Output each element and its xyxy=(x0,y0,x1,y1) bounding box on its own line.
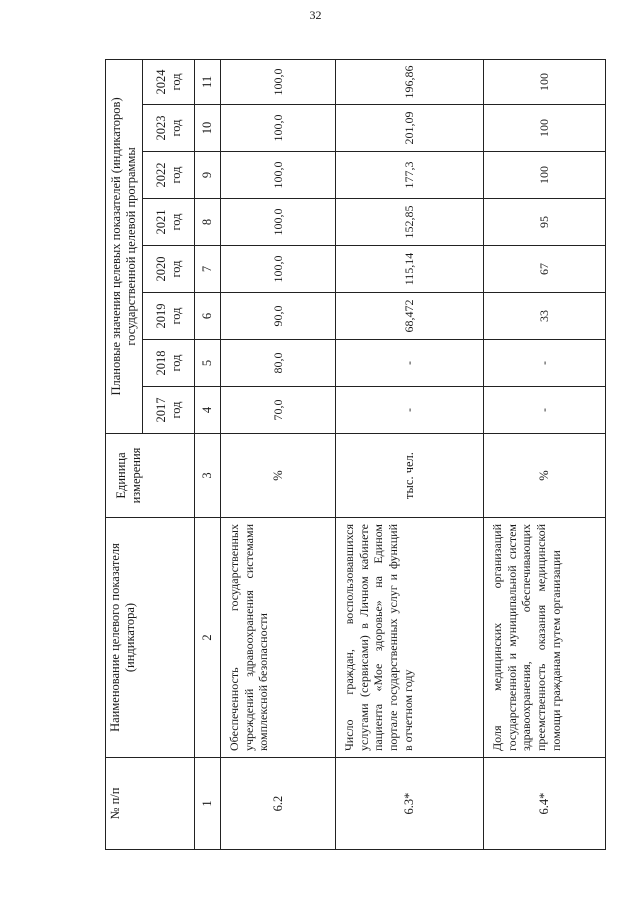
row-value: 100,0 xyxy=(221,246,336,293)
row-value: - xyxy=(336,340,484,387)
row-value: 201,09 xyxy=(336,105,484,152)
index-cell: 7 xyxy=(195,246,221,293)
header-year: 2017 год xyxy=(143,387,195,434)
rotated-table-container xyxy=(105,60,605,850)
index-cell: 11 xyxy=(195,59,221,104)
row-value: 100 xyxy=(484,59,606,104)
table-row xyxy=(484,59,606,849)
row-value: 100,0 xyxy=(221,199,336,246)
index-cell: 5 xyxy=(195,340,221,387)
row-name: Число граждан, воспользовавшихся услугами (сервисами) в Личном кабинете пациента «Мое здоровье» на Едином портале государственных услуг и функций в отчетном году xyxy=(336,518,484,758)
row-name: Доля медицинских организаций государственной и муниципальной систем здравоохранения, обеспечивающих преемственность оказания медицинской помощи гражданам путем организации xyxy=(484,518,606,758)
index-cell: 9 xyxy=(195,152,221,199)
row-value: - xyxy=(336,387,484,434)
row-value: 100 xyxy=(484,105,606,152)
row-name: Обеспеченность государственных учреждений здравоохранения системами комплексной безопасности xyxy=(221,518,336,758)
index-cell: 8 xyxy=(195,199,221,246)
index-cell: 6 xyxy=(195,293,221,340)
header-year: 2024 год xyxy=(143,59,195,104)
index-cell: 4 xyxy=(195,387,221,434)
header-year: 2019 год xyxy=(143,293,195,340)
index-cell: 3 xyxy=(195,434,221,518)
row-value: 68,472 xyxy=(336,293,484,340)
table-row xyxy=(336,59,484,849)
row-value: 33 xyxy=(484,293,606,340)
header-year: 2022 год xyxy=(143,152,195,199)
header-year: 2023 год xyxy=(143,105,195,152)
row-value: 90,0 xyxy=(221,293,336,340)
row-value: - xyxy=(484,340,606,387)
row-value: 196,86 xyxy=(336,59,484,104)
row-value: 95 xyxy=(484,199,606,246)
header-year: 2021 год xyxy=(143,199,195,246)
header-year: 2018 год xyxy=(143,340,195,387)
row-unit: тыс. чел. xyxy=(336,434,484,518)
indicators-table xyxy=(105,59,606,850)
row-value: 67 xyxy=(484,246,606,293)
header-unit: Единица измерения xyxy=(106,434,195,518)
row-num: 6.3* xyxy=(336,758,484,850)
row-value: 80,0 xyxy=(221,340,336,387)
row-value: 100 xyxy=(484,152,606,199)
row-num: 6.4* xyxy=(484,758,606,850)
header-name: Наименование целевого показателя (индикатора) xyxy=(106,518,195,758)
header-num: № п/п xyxy=(106,758,195,850)
row-value: - xyxy=(484,387,606,434)
page-number: 32 xyxy=(309,8,322,22)
row-value: 100,0 xyxy=(221,105,336,152)
row-unit: % xyxy=(484,434,606,518)
row-value: 100,0 xyxy=(221,152,336,199)
index-cell: 1 xyxy=(195,758,221,850)
index-cell: 10 xyxy=(195,105,221,152)
row-num: 6.2 xyxy=(221,758,336,850)
header-plan: Плановые значения целевых показателей (индикаторов) государственной целевой программы xyxy=(106,59,143,433)
row-unit: % xyxy=(221,434,336,518)
row-value: 177,3 xyxy=(336,152,484,199)
table-row xyxy=(221,59,336,849)
row-value: 152,85 xyxy=(336,199,484,246)
row-value: 100,0 xyxy=(221,59,336,104)
index-cell: 2 xyxy=(195,518,221,758)
header-year: 2020 год xyxy=(143,246,195,293)
row-value: 70,0 xyxy=(221,387,336,434)
row-value: 115,14 xyxy=(336,246,484,293)
